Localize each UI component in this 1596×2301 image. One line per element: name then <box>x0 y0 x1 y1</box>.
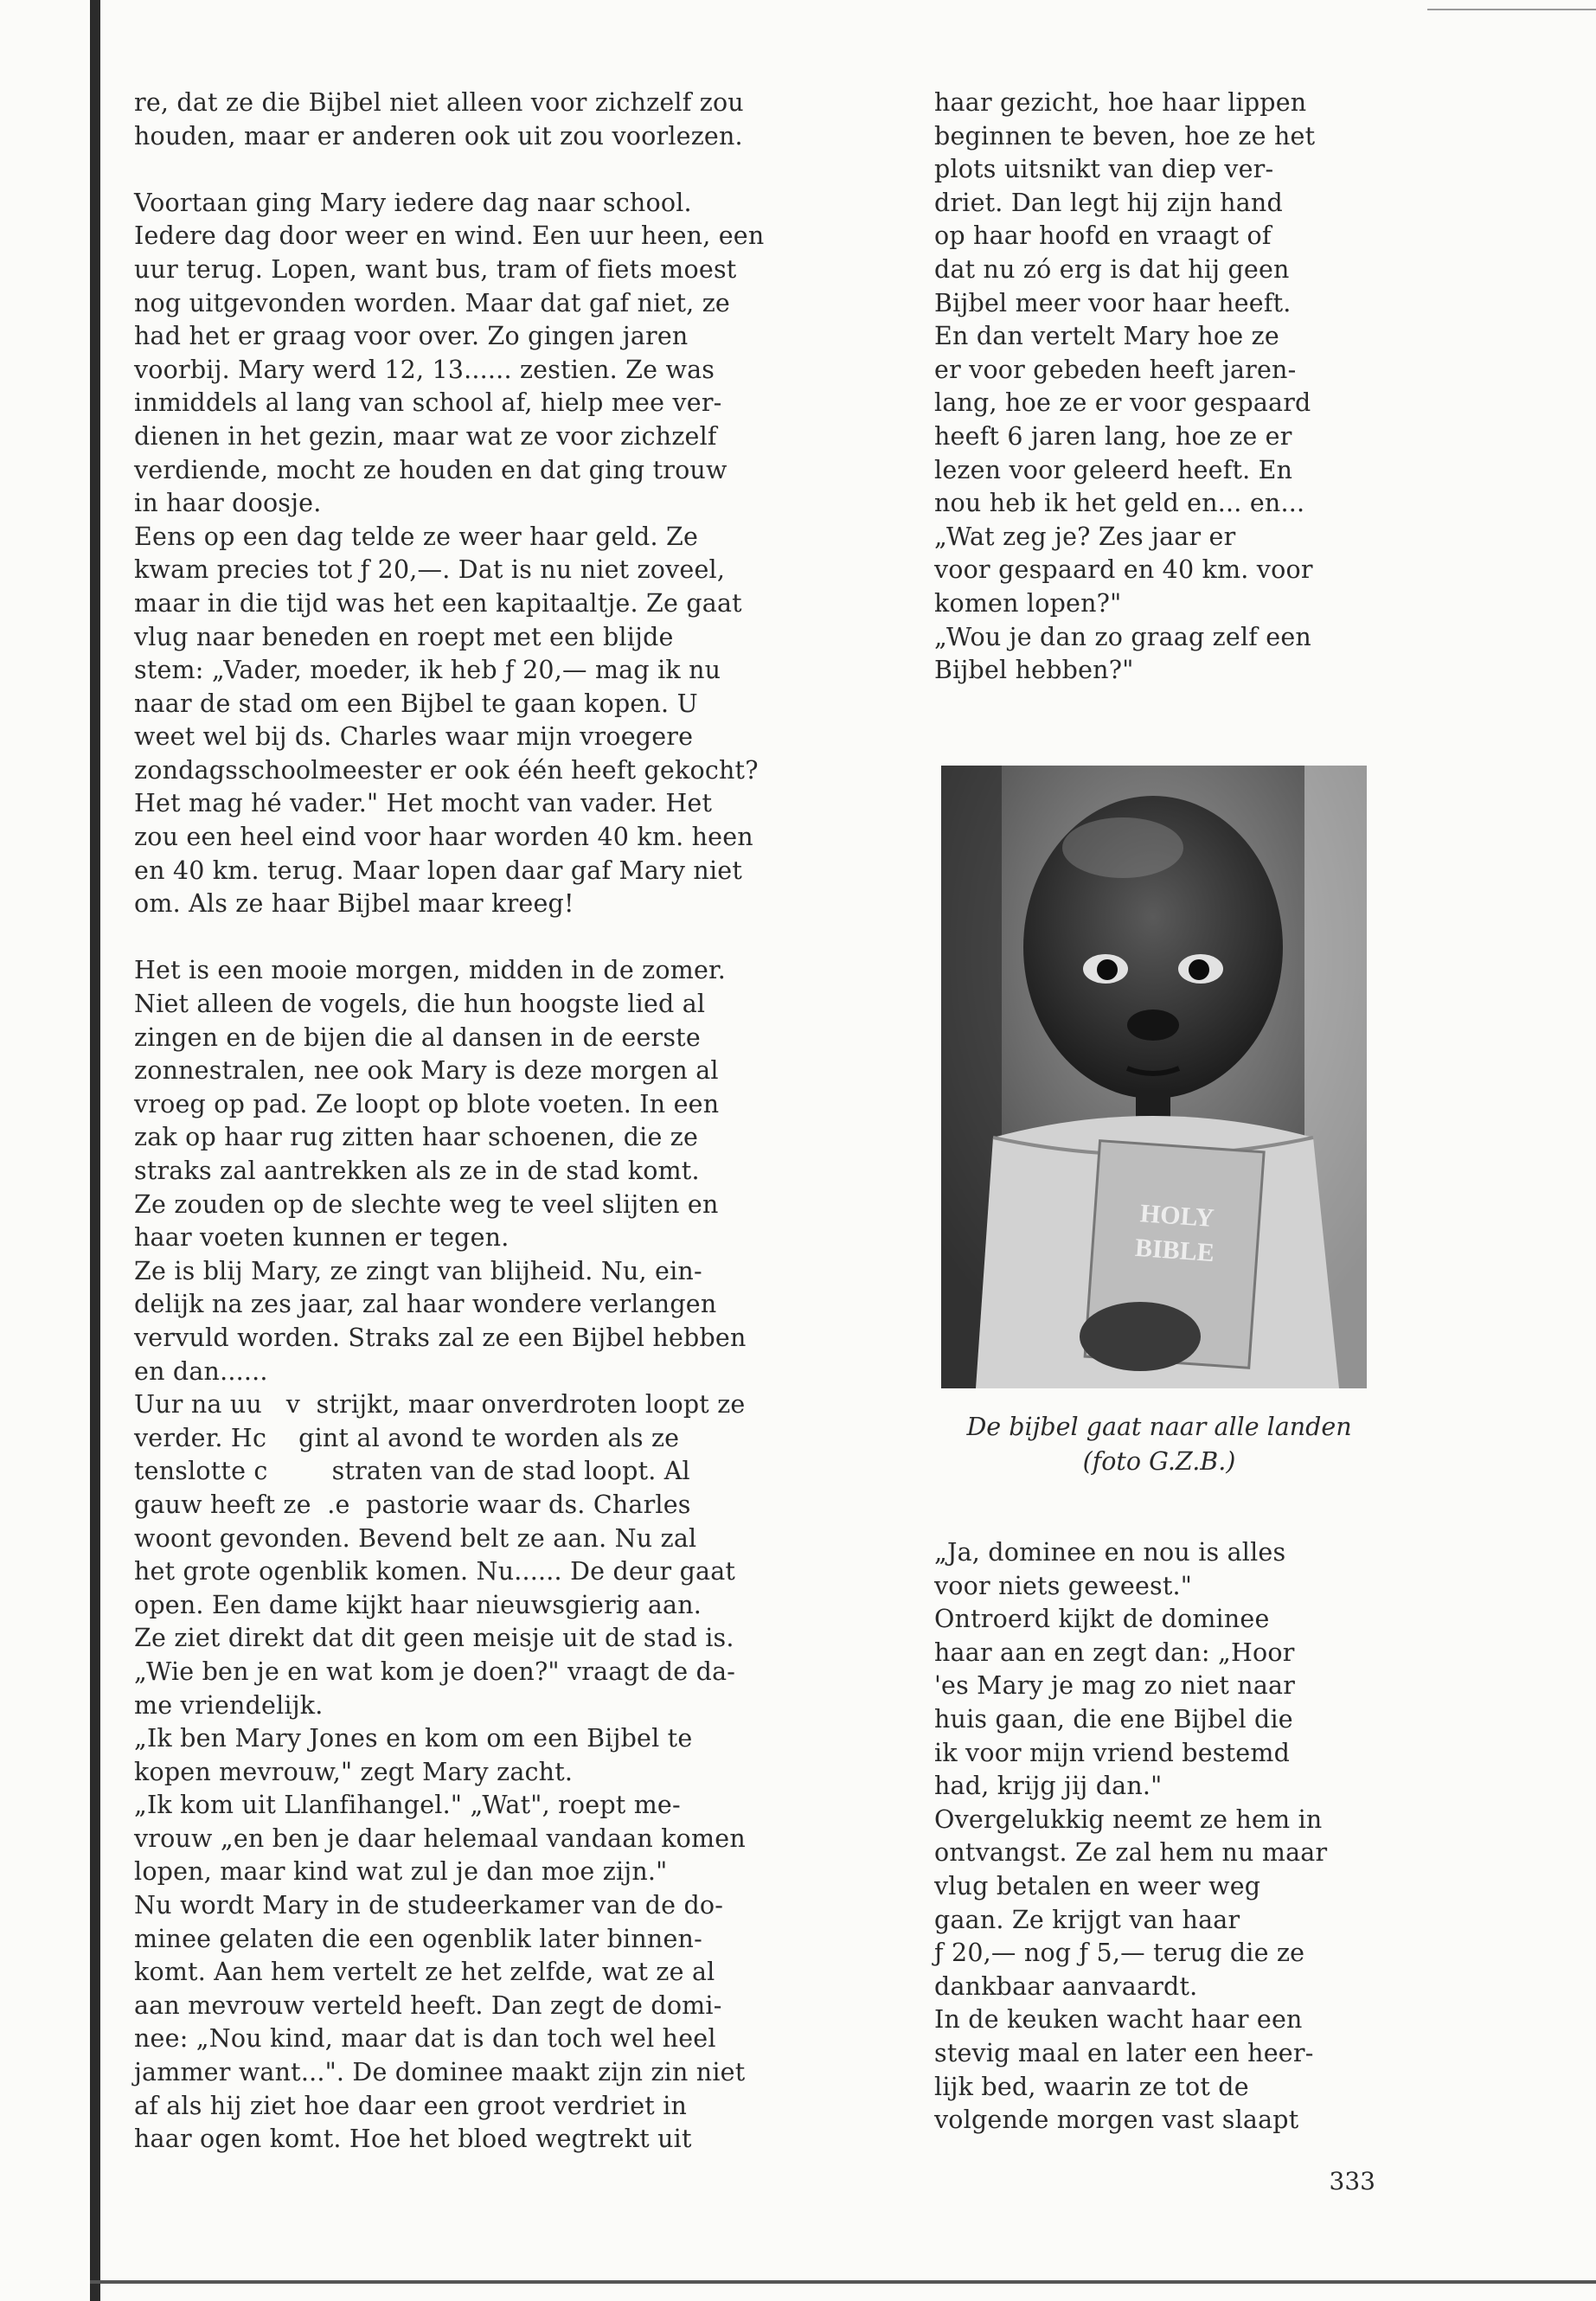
text-line: Het is een mooie morgen, midden in de zomer. <box>134 956 726 985</box>
text-line: nee: „Nou kind, maar dat is dan toch wel heel <box>134 2024 716 2054</box>
book-title-line-1: HOLY <box>1138 1199 1215 1234</box>
text-line: delijk na zes jaar, zal haar wondere verlangen <box>134 1290 717 1319</box>
text-line: driet. Dan legt hij zijn hand <box>934 188 1283 217</box>
text-line: uur terug. Lopen, want bus, tram of fiets moest <box>134 254 737 284</box>
caption-line-1: De bijbel gaat naar alle landen <box>966 1413 1352 1441</box>
text-line: kwam precies tot ƒ 20,—. Dat is nu niet zoveel, <box>134 555 726 585</box>
text-line: maar in die tijd was het een kapitaaltje. Ze gaat <box>134 588 742 618</box>
text-line: komt. Aan hem vertelt ze het zelfde, wat ze al <box>134 1958 715 1987</box>
text-line: In de keuken wacht haar een <box>934 2005 1303 2035</box>
text-line: lijk bed, waarin ze tot de <box>934 2072 1249 2101</box>
text-line: voor gespaard en 40 km. voor <box>934 555 1313 585</box>
text-line: dankbaar aanvaardt. <box>934 1971 1198 2001</box>
text-line: zonnestralen, nee ook Mary is deze morgen al <box>134 1056 719 1086</box>
text-line: zou een heel eind voor haar worden 40 km. heen <box>134 823 753 852</box>
text-line: inmiddels al lang van school af, hielp mee ver- <box>134 388 722 418</box>
text-line: nog uitgevonden worden. Maar dat gaf niet, ze <box>134 288 730 317</box>
text-line: lezen voor geleerd heeft. En <box>934 455 1293 484</box>
text-line: „Ja, dominee en nou is alles <box>934 1538 1286 1567</box>
text-line: had het er graag voor over. Zo gingen jaren <box>134 322 689 351</box>
photo-caption <box>934 1410 1384 1479</box>
text-line: Ontroerd kijkt de dominee <box>934 1605 1270 1634</box>
text-line: ƒ 20,— nog ƒ 5,— terug die ze <box>934 1939 1305 1968</box>
text-line: had, krijg jij dan." <box>934 1772 1163 1801</box>
text-line: weet wel bij ds. Charles waar mijn vroegere <box>134 722 694 752</box>
text-line: tenslotte c straten van de stad loopt. Al <box>134 1457 690 1486</box>
text-line: Iedere dag door weer en wind. Een uur heen, een <box>134 221 765 251</box>
text-line: 'es Mary je mag zo niet naar <box>934 1671 1296 1701</box>
text-line: houden, maar er anderen ook uit zou voorlezen. <box>134 121 743 151</box>
text-line: plots uitsnikt van diep ver- <box>934 155 1274 184</box>
text-line: dat nu zó erg is dat hij geen <box>934 254 1290 284</box>
text-line: straks zal aantrekken als ze in de stad komt. <box>134 1157 700 1185</box>
text-line: in haar doosje. <box>134 489 322 518</box>
text-line: zingen en de bijen die al dansen in de eerste <box>134 1022 701 1052</box>
text-line: op haar hoofd en vraagt of <box>934 221 1272 251</box>
text-line: komen lopen?" <box>934 588 1122 618</box>
book-title-line-2: BIBLE <box>1134 1233 1215 1268</box>
top-rule <box>1427 9 1596 10</box>
text-line: Voortaan ging Mary iedere dag naar school. <box>134 188 692 217</box>
text-line: „Wat zeg je? Zes jaar er <box>934 522 1236 551</box>
text-line: haar aan en zegt dan: „Hoor <box>934 1638 1295 1667</box>
text-line: „Ik ben Mary Jones en kom om een Bijbel te <box>134 1724 693 1753</box>
text-line: open. Een dame kijkt haar nieuwsgierig aan. <box>134 1590 702 1619</box>
text-line: heeft 6 jaren lang, hoe ze er <box>934 421 1292 451</box>
text-line: „Ik kom uit Llanfihangel." „Wat", roept me- <box>134 1791 681 1820</box>
text-line: Bijbel hebben?" <box>934 656 1134 685</box>
text-line: Het mag hé vader." Het mocht van vader. Het <box>134 789 713 818</box>
text-line: volgende morgen vast slaapt <box>934 2106 1299 2135</box>
text-line: er voor gebeden heeft jaren- <box>934 355 1297 384</box>
right-column-top <box>934 87 1384 688</box>
text-line: zak op haar rug zitten haar schoenen, die ze <box>134 1123 699 1152</box>
text-line: ik voor mijn vriend bestemd <box>934 1738 1291 1767</box>
text-line: Ze zouden op de slechte weg te veel slijten en <box>134 1189 719 1219</box>
child-with-bible-photo <box>941 766 1367 1388</box>
text-line: En dan vertelt Mary hoe ze <box>934 322 1279 351</box>
text-line: vlug naar beneden en roept met een blijde <box>134 622 674 651</box>
text-line: vrouw „en ben je daar helemaal vandaan komen <box>134 1823 746 1853</box>
text-line: „Wie ben je en wat kom je doen?" vraagt de da- <box>134 1657 736 1686</box>
text-line: Uur na uu v strijkt, maar onverdroten loopt ze <box>134 1390 746 1420</box>
text-line: en 40 km. terug. Maar lopen daar gaf Mary niet <box>134 856 743 885</box>
text-line: gauw heeft ze .e pastorie waar ds. Charles <box>134 1490 691 1519</box>
text-line: Bijbel meer voor haar heeft. <box>934 288 1292 317</box>
paragraph-2 <box>134 187 852 921</box>
text-line: stevig maal en later een heer- <box>934 2038 1314 2067</box>
text-line: om. Als ze haar Bijbel maar kreeg! <box>134 889 574 919</box>
text-line: lopen, maar kind wat zul je dan moe zijn." <box>134 1857 668 1887</box>
text-line: lang, hoe ze er voor gespaard <box>934 388 1311 418</box>
binding-edge <box>90 0 100 2301</box>
text-line: me vriendelijk. <box>134 1690 324 1720</box>
text-line: ontvangst. Ze zal hem nu maar <box>934 1838 1328 1868</box>
left-column <box>134 87 852 2157</box>
text-line: en dan...... <box>134 1356 268 1386</box>
text-line: minee gelaten die een ogenblik later binnen- <box>134 1924 702 1953</box>
text-line: dienen in het gezin, maar wat ze voor zichzelf <box>134 421 717 451</box>
text-line: Ze ziet direkt dat dit geen meisje uit de stad is. <box>134 1624 734 1653</box>
text-line: zondagsschoolmeester er ook één heeft gekocht? <box>134 755 759 785</box>
caption-credit: (foto G.Z.B.) <box>1082 1447 1236 1476</box>
text-line: voor niets geweest." <box>934 1571 1193 1600</box>
text-line: Overgelukkig neemt ze hem in <box>934 1804 1323 1834</box>
text-line: Niet alleen de vogels, die hun hoogste lied al <box>134 990 706 1019</box>
paragraph-1 <box>134 87 852 153</box>
text-line: „Wou je dan zo graag zelf een <box>934 622 1311 651</box>
page-number: 333 <box>1329 2167 1375 2195</box>
text-line: aan mevrouw verteld heeft. Dan zegt de domi- <box>134 1990 722 2020</box>
text-line: beginnen te beven, hoe ze het <box>934 121 1316 151</box>
text-line: vroeg op pad. Ze loopt op blote voeten. In een <box>134 1089 720 1118</box>
text-line: gaan. Ze krijgt van haar <box>934 1905 1240 1934</box>
text-line: re, dat ze die Bijbel niet alleen voor zichzelf zou <box>134 88 744 117</box>
bottom-rule <box>90 2280 1596 2284</box>
text-line: naar de stad om een Bijbel te gaan kopen. U <box>134 689 698 718</box>
text-line: Ze is blij Mary, ze zingt van blijheid. Nu, ein- <box>134 1256 702 1285</box>
text-line: jammer want...". De dominee maakt zijn zin niet <box>134 2058 746 2087</box>
text-line: kopen mevrouw," zegt Mary zacht. <box>134 1757 574 1786</box>
text-line: af als hij ziet hoe daar een groot verdriet in <box>134 2091 688 2120</box>
text-line: voorbij. Mary werd 12, 13...... zestien. Ze was <box>134 355 715 384</box>
text-line: stem: „Vader, moeder, ik heb ƒ 20,— mag ik nu <box>134 656 721 685</box>
text-line: Nu wordt Mary in de studeerkamer van de do- <box>134 1891 724 1920</box>
text-line: verder. Hc gint al avond te worden als ze <box>134 1423 680 1452</box>
text-line: het grote ogenblik komen. Nu...... De deur gaat <box>134 1557 736 1586</box>
text-line: Eens op een dag telde ze weer haar geld. Ze <box>134 522 699 551</box>
text-line: nou heb ik het geld en... en... <box>934 489 1305 518</box>
text-line: haar ogen komt. Hoe het bloed wegtrekt uit <box>134 2125 692 2154</box>
text-line: huis gaan, die ene Bijbel die <box>934 1704 1293 1734</box>
right-column-bottom <box>934 1536 1384 2138</box>
text-line: verdiende, mocht ze houden en dat ging trouw <box>134 455 727 484</box>
text-line: woont gevonden. Bevend belt ze aan. Nu zal <box>134 1523 697 1553</box>
paragraph-3 <box>134 954 852 2156</box>
text-line: haar gezicht, hoe haar lippen <box>934 88 1307 117</box>
text-line: vervuld worden. Straks zal ze een Bijbel hebben <box>134 1323 747 1352</box>
text-line: vlug betalen en weer weg <box>934 1871 1261 1900</box>
text-line: haar voeten kunnen er tegen. <box>134 1223 510 1253</box>
